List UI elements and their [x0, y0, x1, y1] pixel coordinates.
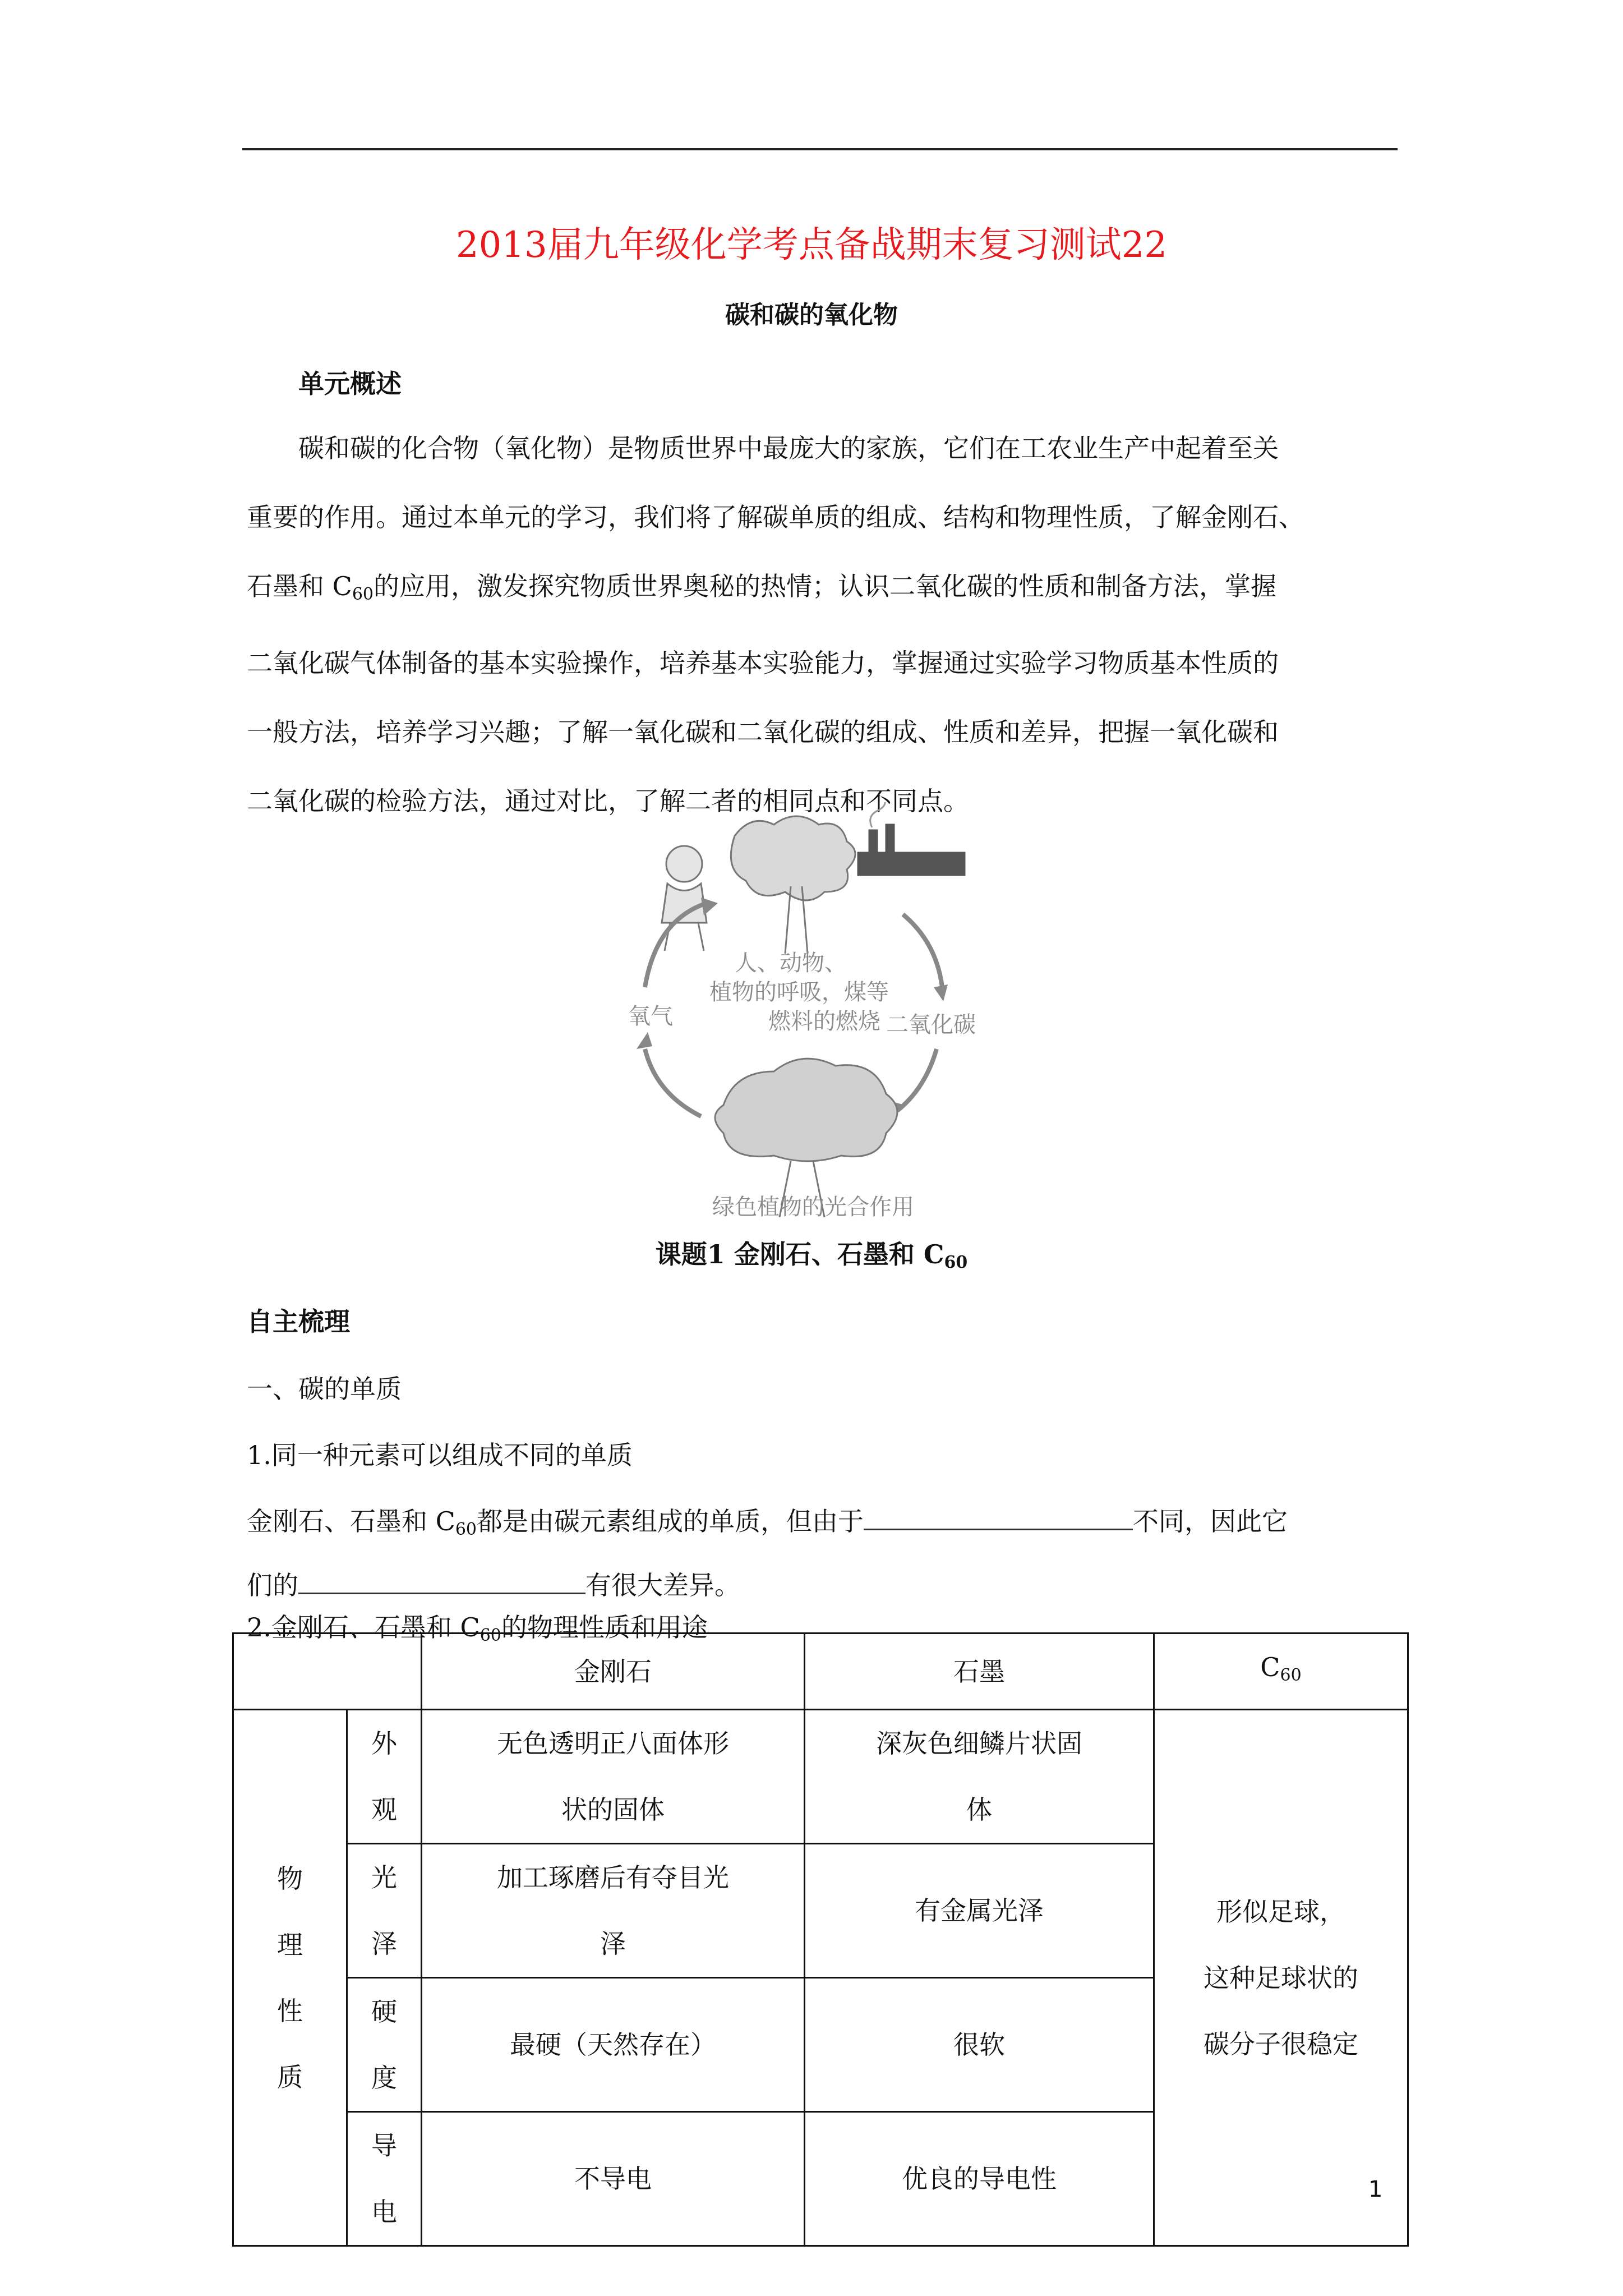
diamond-hardness: 最硬（天然存在） — [422, 1978, 805, 2112]
graphite-hardness: 很软 — [805, 1978, 1154, 2112]
overview-line: 石墨和 $C_{60}$的应用，激发探究物质世界奥秘的热情；认识二氧化碳的性质和制备方法，掌握 — [247, 571, 1277, 604]
header-c60: $C_{60}$ — [1154, 1634, 1408, 1710]
fill-blank-line-2: 们的 有很大差异。 — [247, 1570, 740, 1600]
self-study-heading: 自主梳理 — [247, 1306, 350, 1337]
item-2: 2.金刚石、石墨和 $C_{60}$的物理性质和用途 — [247, 1612, 708, 1645]
figure-center-line3: 燃料的燃烧 — [768, 1009, 880, 1034]
page-number: 1 — [1368, 2177, 1383, 2202]
lesson-title: 课题1 金刚石、石墨和 $C_{60}$ — [655, 1239, 968, 1272]
header-graphite: 石墨 — [805, 1634, 1154, 1710]
graphite-luster: 有金属光泽 — [805, 1844, 1154, 1978]
overview-line: 二氧化碳的检验方法，通过对比，了解二者的相同点和不同点。 — [247, 786, 969, 816]
factory-icon — [858, 802, 965, 875]
page-subtitle: 碳和碳的氧化物 — [725, 301, 898, 329]
blank-property[interactable] — [298, 1570, 585, 1594]
overview-line: 碳和碳的化合物（氧化物）是物质世界中最庞大的家族，它们在工农业生产中起着至关 — [298, 433, 1279, 463]
prop-luster: 光泽 — [347, 1844, 422, 1978]
figure-caption: 绿色植物的光合作用 — [712, 1194, 914, 1217]
bottom-tree-icon — [715, 1059, 897, 1217]
header-rule — [242, 148, 1398, 150]
prop-hardness: 硬度 — [347, 1978, 422, 2112]
properties-table — [232, 1632, 1409, 2247]
figure-left-label: 氧气 — [628, 1004, 673, 1029]
diamond-luster: 加工琢磨后有夺目光 泽 — [422, 1844, 805, 1978]
blank-structure[interactable] — [864, 1506, 1133, 1530]
figure-center-line1: 人、动物、 — [735, 950, 847, 976]
group-physical-properties: 物 理 性 质 — [233, 1710, 347, 2246]
diamond-conductivity: 不导电 — [422, 2112, 805, 2246]
prop-appearance: 外观 — [347, 1710, 422, 1844]
header-diamond: 金刚石 — [422, 1634, 805, 1710]
table-corner-cell — [233, 1634, 422, 1710]
diamond-appearance: 无色透明正八面体形 状的固体 — [422, 1710, 805, 1844]
graphite-appearance: 深灰色细鳞片状固 体 — [805, 1710, 1154, 1844]
section-heading: 一、碳的单质 — [247, 1374, 402, 1404]
fill-blank-line-1: 金刚石、石墨和 $C_{60}$都是由碳元素组成的单质，但由于 不同，因此它 — [247, 1506, 1288, 1539]
page-title: 2013届九年级化学考点备战期末复习测试22 — [455, 224, 1168, 266]
top-tree-icon — [731, 816, 855, 954]
prop-conductivity: 导电 — [347, 2112, 422, 2246]
overview-paragraph — [247, 414, 1402, 836]
item-1: 1.同一种元素可以组成不同的单质 — [247, 1440, 633, 1470]
graphite-conductivity: 优良的导电性 — [805, 2112, 1154, 2246]
figure-center-line2: 植物的呼吸，煤等 — [709, 979, 889, 1005]
overview-heading: 单元概述 — [298, 369, 402, 399]
person-icon — [662, 846, 707, 951]
carbon-cycle-figure — [589, 802, 1038, 1217]
figure-right-label: 二氧化碳 — [886, 1012, 976, 1038]
overview-line: 二氧化碳气体制备的基本实验操作，培养基本实验能力，掌握通过实验学习物质基本性质的 — [247, 648, 1279, 678]
overview-line: 重要的作用。通过本单元的学习，我们将了解碳单质的组成、结构和物理性质，了解金刚石、 — [247, 502, 1304, 532]
c60-description: 形似足球， 这种足球状的 碳分子很稳定 — [1154, 1710, 1408, 2246]
overview-line: 一般方法，培养学习兴趣；了解一氧化碳和二氧化碳的组成、性质和差异，把握一氧化碳和 — [247, 717, 1279, 747]
